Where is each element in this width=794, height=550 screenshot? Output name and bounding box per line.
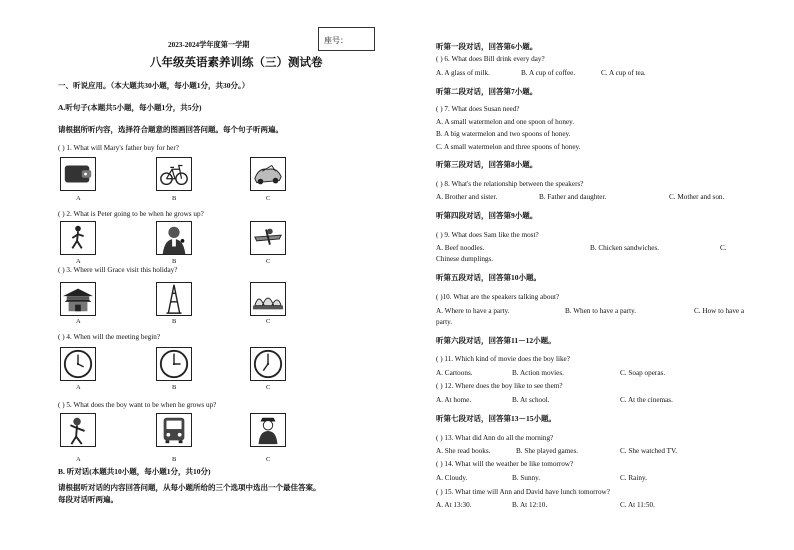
q11-option-c: C. Soap operas.	[620, 369, 666, 377]
question-2: ( ) 2. What is Peter going to be when he grows up?	[58, 210, 204, 218]
q5-singer-picture	[60, 413, 96, 447]
question-15: ( ) 15. What time will Ann and David have lunch tomorrow?	[436, 488, 610, 496]
q13-option-a: A. She read books.	[436, 447, 491, 455]
q3-option-a: A	[76, 318, 81, 325]
question-11: ( ) 11. Which kind of movie does the boy like?	[436, 355, 570, 363]
seat-number-box	[318, 27, 375, 51]
q14-option-a: A. Cloudy.	[436, 474, 468, 482]
question-9: ( ) 9. What does Sam like the most?	[436, 231, 539, 239]
q7-option-c: C. A small watermelon and three spoons of honey.	[436, 143, 581, 151]
part-b-instructions-1: 请根据听对话的内容回答问题，从每小题所给的三个选项中选出一个最佳答案。	[58, 483, 321, 492]
q2-option-a: A	[76, 258, 81, 265]
q10-option-a: A. Where to have a party.	[436, 307, 510, 315]
q5-policeman-picture	[250, 413, 286, 447]
q14-option-b: B. Sunny.	[512, 474, 541, 482]
q6-option-c: C. A cup of tea.	[601, 69, 646, 77]
q2-pilot-picture	[250, 221, 286, 255]
q1-option-a: A	[76, 195, 81, 202]
dialogue-2-heading: 听第二段对话，回答第7小题。	[436, 87, 538, 96]
q15-option-b: B. At 12:10.	[512, 501, 548, 509]
question-6: ( ) 6. What does Bill drink every day?	[436, 55, 545, 63]
part-b-instructions-2: 每段对话听两遍。	[58, 495, 118, 504]
question-4: ( ) 4. When will the meeting begin?	[58, 333, 161, 341]
dialogue-4-heading: 听第四段对话，回答第9小题。	[436, 211, 538, 220]
q10-option-b: B. When to have a party.	[565, 307, 637, 315]
q1-option-b: B	[172, 195, 177, 202]
q5-bus-picture	[156, 413, 192, 447]
q3-palace-picture	[60, 282, 96, 316]
q4-option-b: B	[172, 384, 177, 391]
question-12: ( ) 12. Where does the boy like to see them?	[436, 382, 563, 390]
q1-wallet-picture	[60, 157, 96, 191]
q9-option-b: B. Chicken sandwiches.	[590, 244, 660, 252]
q8-option-b: B. Father and daughter.	[539, 193, 607, 201]
dialogue-1-heading: 听第一段对话，回答第6小题。	[436, 42, 538, 51]
q1-bicycle-picture	[156, 157, 192, 191]
page-title: 八年级英语素养训练（三）测试卷	[150, 57, 323, 69]
question-10: ( )10. What are the speakers talking about?	[436, 293, 560, 301]
q1-toy-car-picture	[250, 157, 286, 191]
q9-option-a: A. Beef noodles.	[436, 244, 485, 252]
q13-option-b: B. She played games.	[516, 447, 579, 455]
q3-opera-house-picture	[250, 282, 286, 316]
q3-option-c: C	[266, 318, 271, 325]
q7-option-a: A. A small watermelon and one spoon of honey.	[436, 118, 575, 126]
part-b-heading: B. 听对话(本题共10小题，每小题1分，共10分)	[58, 467, 211, 476]
q6-option-b: B. A cup of coffee.	[521, 69, 576, 77]
q14-option-c: C. Rainy.	[620, 474, 647, 482]
question-8: ( ) 8. What's the relationship between the speakers?	[436, 180, 584, 188]
section-1-heading: 一、听说应用。（本大题共30小题，每小题1分，共30分。）	[58, 81, 250, 90]
dialogue-7-heading: 听第七段对话，回答第13－15小题。	[436, 414, 556, 423]
q11-option-b: B. Action movies.	[512, 369, 564, 377]
school-year: 2023-2024学年度第一学期	[168, 41, 250, 49]
q5-option-c: C	[266, 456, 271, 463]
dialogue-3-heading: 听第三段对话，回答第8小题。	[436, 160, 538, 169]
question-1: ( ) 1. What will Mary's father buy for her?	[58, 144, 179, 152]
q9-option-c: C.	[720, 244, 727, 252]
seat-label: 座号：	[324, 36, 348, 45]
q8-option-c: C. Mother and son.	[669, 193, 725, 201]
q8-option-a: A. Brother and sister.	[436, 193, 498, 201]
q6-option-a: A. A glass of milk.	[436, 69, 490, 77]
q15-option-a: A. At 13:30.	[436, 501, 472, 509]
q3-option-b: B	[172, 318, 177, 325]
q4-option-a: A	[76, 384, 81, 391]
q2-runner-picture	[60, 221, 96, 255]
q4-clock-c-picture	[250, 347, 286, 381]
question-14: ( ) 14. What will the weather be like tomorrow?	[436, 460, 574, 468]
q13-option-c: C. She watched TV.	[620, 447, 678, 455]
dialogue-6-heading: 听第六段对话，回答第11－12小题。	[436, 336, 556, 345]
question-13: ( ) 13. What did Ann do all the morning?	[436, 434, 554, 442]
question-3: ( ) 3. Where will Grace visit this holiday?	[58, 266, 178, 274]
q4-clock-b-picture	[156, 347, 192, 381]
q4-clock-a-picture	[60, 347, 96, 381]
q15-option-c: C. At 11:50.	[620, 501, 655, 509]
q10-option-c-continued: party.	[436, 318, 453, 326]
q2-option-c: C	[266, 258, 271, 265]
q1-option-c: C	[266, 195, 271, 202]
question-5: ( ) 5. What does the boy want to be when he grows up?	[58, 401, 217, 409]
q11-option-a: A. Cartoons.	[436, 369, 473, 377]
part-a-heading: A.听句子(本题共5小题，每小题1分，共5分)	[58, 103, 202, 112]
q4-option-c: C	[266, 384, 271, 391]
q5-option-b: B	[172, 456, 177, 463]
q10-option-c: C. How to have a	[694, 307, 745, 315]
q2-option-b: B	[172, 258, 177, 265]
q7-option-b: B. A big watermelon and two spoons of honey.	[436, 130, 571, 138]
q12-option-a: A. At home.	[436, 396, 472, 404]
q12-option-c: C. At the cinemas.	[620, 396, 673, 404]
q3-eiffel-tower-picture	[156, 282, 192, 316]
question-7: ( ) 7. What does Susan need?	[436, 105, 520, 113]
q5-option-a: A	[76, 456, 81, 463]
q12-option-b: B. At school.	[512, 396, 550, 404]
part-a-instructions: 请根据所听内容，选择符合题意的图画回答问题。每个句子听两遍。	[58, 125, 283, 134]
dialogue-5-heading: 听第五段对话，回答第10小题。	[436, 273, 541, 282]
q2-reporter-picture	[156, 221, 192, 255]
q9-option-c-continued: Chinese dumplings.	[436, 255, 494, 263]
